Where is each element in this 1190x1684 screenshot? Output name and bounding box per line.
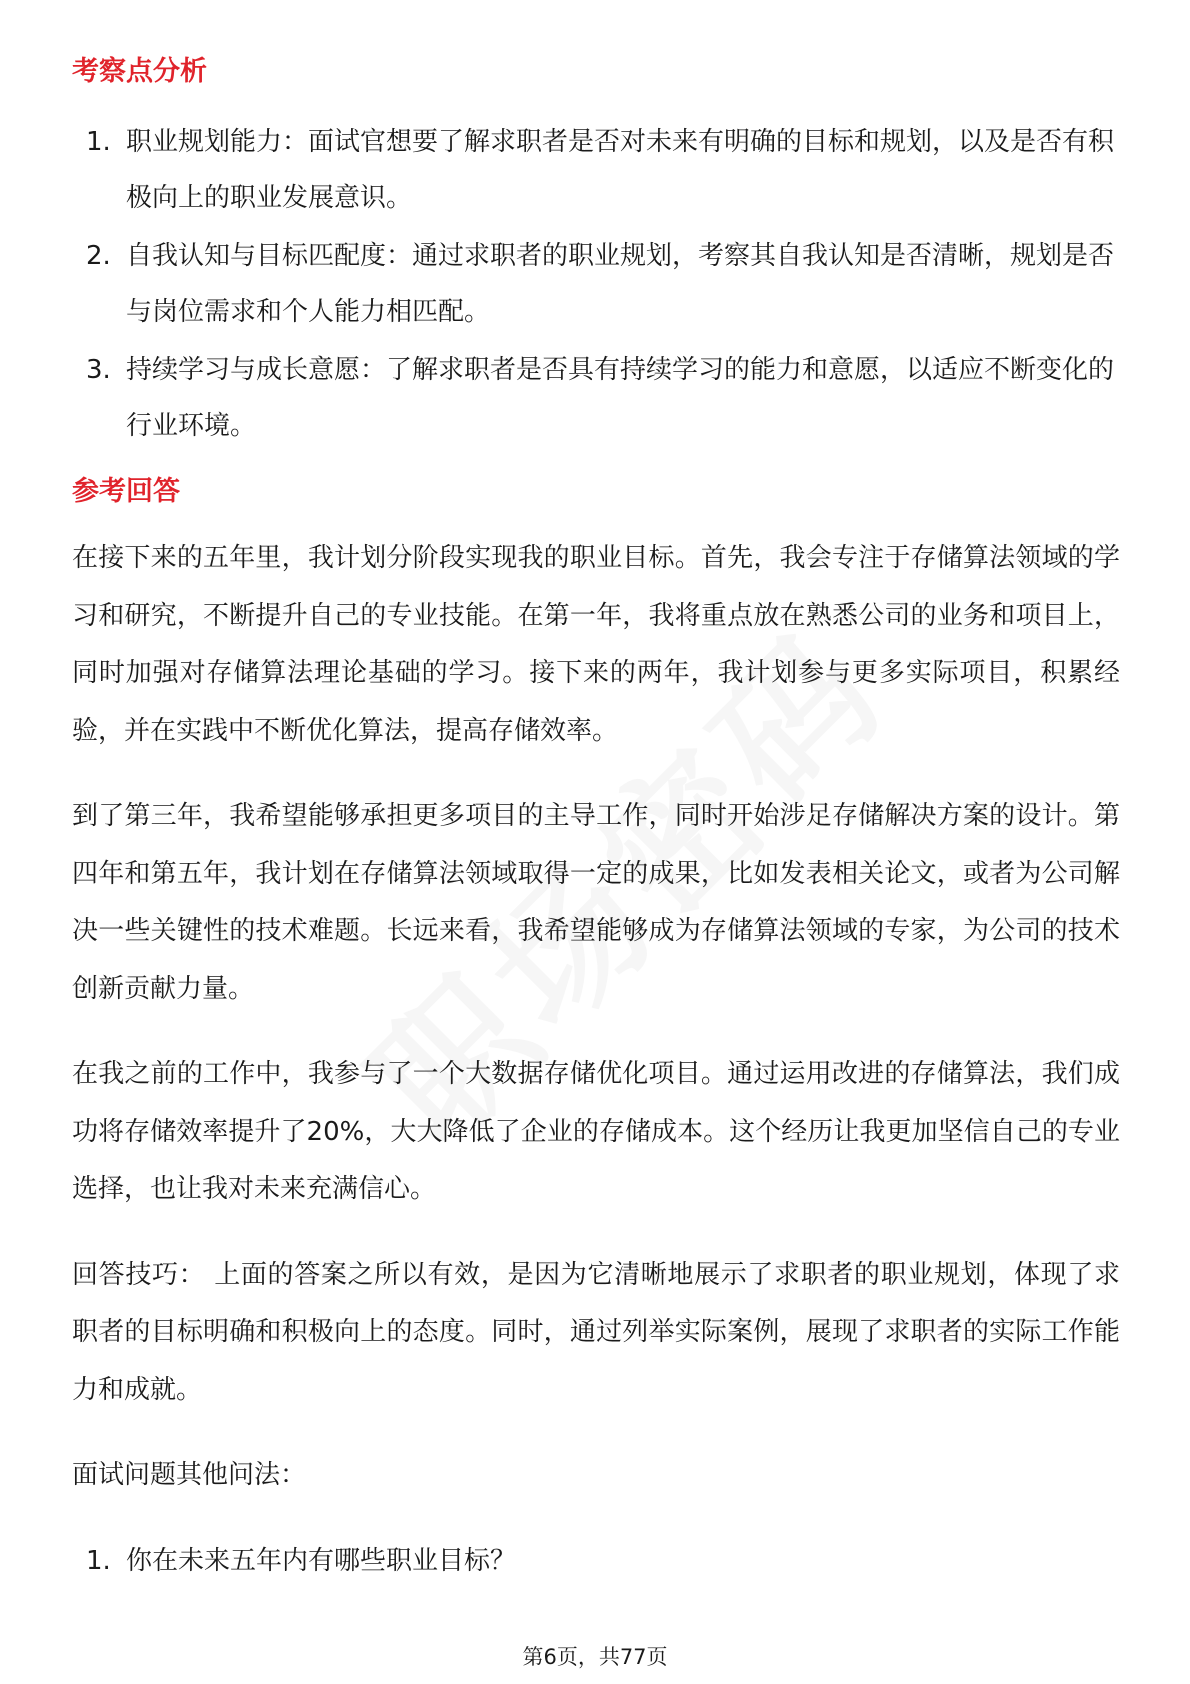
list-item — [72, 1533, 1120, 1590]
list-number: 3. — [86, 355, 111, 385]
document-page — [72, 48, 1120, 1590]
alt-questions-heading: 面试问题其他问法： — [72, 1460, 307, 1490]
list-item — [72, 228, 1120, 340]
answer-paragraph: 在我之前的工作中，我参与了一个大数据存储优化项目。通过运用改进的存储算法，我们成功将存储效率提升了20%，大大降低了企业的存储成本。这个经历让我更加坚信自己的专业选择，也让我对未来充满信心。 — [72, 1059, 1120, 1204]
answer-paragraph: 在接下来的五年里，我计划分阶段实现我的职业目标。首先，我会专注于存储算法领域的学习和研究，不断提升自己的专业技能。在第一年，我将重点放在熟悉公司的业务和项目上，同时加强对存储算法理论基础的学习。接下来的两年，我计划参与更多实际项目，积累经验，并在实践中不断优化算法，提高存储效率。 — [72, 543, 1120, 746]
list-item-text: 自我认知与目标匹配度：通过求职者的职业规划，考察其自我认知是否清晰，规划是否与岗位需求和个人能力相匹配。 — [126, 241, 1115, 327]
analysis-section-title: 考察点分析 — [72, 56, 207, 87]
page-footer: 第6页，共77页 — [522, 1645, 668, 1669]
list-item — [72, 114, 1120, 226]
answer-paragraph: 到了第三年，我希望能够承担更多项目的主导工作，同时开始涉足存储解决方案的设计。第四年和第五年，我计划在存储算法领域取得一定的成果，比如发表相关论文，或者为公司解决一些关键性的技术难题。长远来看，我希望能够成为存储算法领域的专家，为公司的技术创新贡献力量。 — [72, 801, 1120, 1004]
analysis-list — [72, 114, 1120, 454]
list-number: 1. — [86, 1545, 111, 1576]
list-item-text: 职业规划能力：面试官想要了解求职者是否对未来有明确的目标和规划，以及是否有积极向上的职业发展意识。 — [126, 127, 1115, 213]
list-number: 2. — [86, 241, 111, 271]
list-item-text: 你在未来五年内有哪些职业目标？ — [126, 1545, 517, 1576]
answer-section-title: 参考回答 — [72, 476, 180, 507]
list-number: 1. — [86, 127, 111, 157]
answer-tips-paragraph: 回答技巧： 上面的答案之所以有效，是因为它清晰地展示了求职者的职业规划，体现了求职者的目标明确和积极向上的态度。同时，通过列举实际案例，展现了求职者的实际工作能力和成就。 — [72, 1259, 1120, 1405]
alt-questions-list — [72, 1533, 1120, 1590]
list-item — [72, 342, 1120, 454]
list-item-text: 持续学习与成长意愿：了解求职者是否具有持续学习的能力和意愿，以适应不断变化的行业环境。 — [126, 355, 1115, 441]
